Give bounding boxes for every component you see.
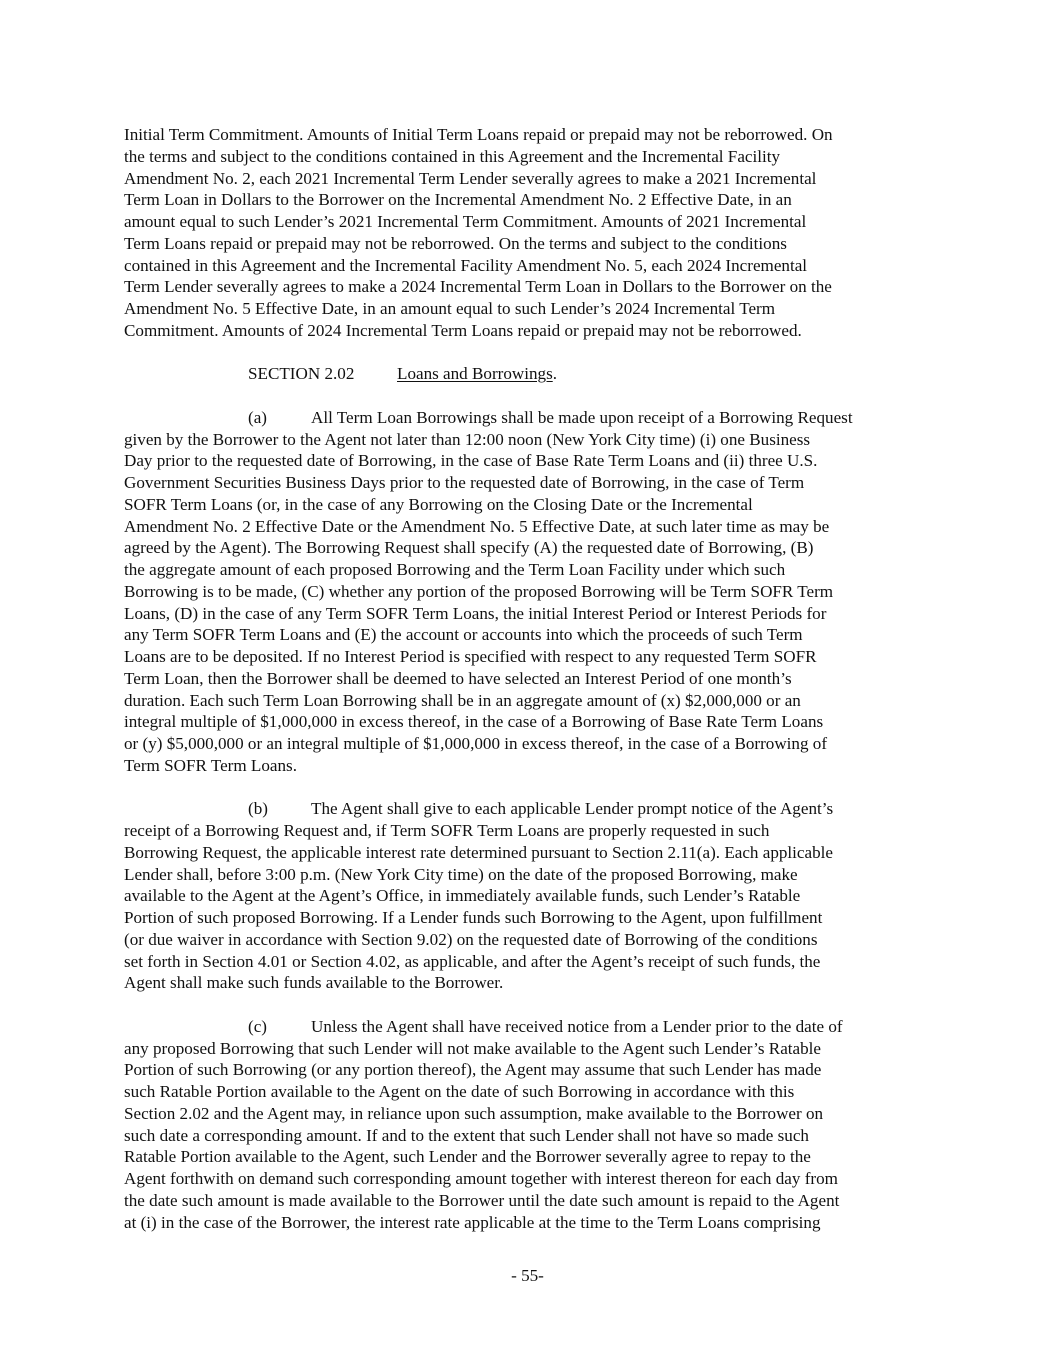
text-line: any proposed Borrowing that such Lender will not make available to the Agent such Lender’s Ratable	[124, 1038, 822, 1058]
text-line: Term Loan in Dollars to the Borrower on the Incremental Amendment No. 2 Effective Date, in an	[124, 190, 792, 210]
section-number: SECTION 2.02	[248, 364, 355, 384]
section-heading	[124, 363, 924, 385]
text-line: Term Lender severally agrees to make a 2024 Incremental Term Loan in Dollars to the Borrower on the	[124, 277, 832, 297]
paragraph-first-line: (c) Unless the Agent shall have received notice from a Lender prior to the date of	[248, 1016, 843, 1036]
paragraph-first-line: (b) The Agent shall give to each applicable Lender prompt notice of the Agent’s	[248, 799, 834, 819]
text-line: Day prior to the requested date of Borrowing, in the case of Base Rate Term Loans and (ii) three U.S.	[124, 451, 818, 471]
text-line: SOFR Term Loans (or, in the case of any Borrowing on the Closing Date or the Incremental	[124, 494, 753, 514]
text-line: Term Loan, then the Borrower shall be deemed to have selected an Interest Period of one month’s	[124, 668, 792, 688]
paragraph-label: (a)	[248, 407, 267, 427]
section-title-period: .	[552, 364, 558, 384]
text-line: Government Securities Business Days prior to the requested date of Borrowing, in the case of Term	[124, 473, 805, 492]
paragraph-gap	[124, 385, 924, 407]
text-line: integral multiple of $1,000,000 in excess thereof, in the case of a Borrowing of Base Rate Term Loans	[124, 712, 824, 732]
text-line: available to the Agent at the Agent’s Office, in immediately available funds, such Lender’s Ratable	[124, 886, 801, 906]
paragraph-b	[124, 798, 924, 994]
text-line: amount equal to such Lender’s 2021 Incremental Term Commitment. Amounts of 2021 Incremental	[124, 212, 807, 231]
text-line: Amendment No. 5 Effective Date, in an amount equal to such Lender’s 2024 Incremental Term	[124, 299, 776, 318]
text-line: Section 2.02 and the Agent may, in reliance upon such assumption, make available to the Borrower on	[124, 1103, 824, 1123]
intro-paragraph	[124, 124, 924, 342]
paragraph-gap	[124, 994, 924, 1016]
document-page	[124, 124, 924, 1233]
text-line: such Ratable Portion available to the Agent on the date of such Borrowing in accordance with this	[124, 1082, 795, 1101]
text-line: Portion of such proposed Borrowing. If a Lender funds such Borrowing to the Agent, upon fulfillment	[124, 908, 823, 927]
text-line: Agent forthwith on demand such corresponding amount together with interest thereon for each day from	[124, 1169, 838, 1188]
text-line: any Term SOFR Term Loans and (E) the account or accounts into which the proceeds of such Term	[124, 625, 803, 645]
paragraph-label: (b)	[248, 799, 268, 819]
text-line: Initial Term Commitment. Amounts of Initial Term Loans repaid or prepaid may not be reborrowed. On	[124, 125, 833, 144]
text-line: given by the Borrower to the Agent not later than 12:00 noon (New York City time) (i) one Business	[124, 429, 811, 449]
paragraph-a	[124, 407, 924, 777]
text-line: Ratable Portion available to the Agent, such Lender and the Borrower severally agree to repay to the	[124, 1147, 811, 1167]
text-line: the terms and subject to the conditions contained in this Agreement and the Incremental Facility	[124, 146, 781, 166]
text-line: Amendment No. 2 Effective Date or the Amendment No. 5 Effective Date, at such later time as may be	[124, 516, 830, 536]
text-line: (or due waiver in accordance with Section 9.02) on the requested date of Borrowing of the conditions	[124, 929, 818, 949]
text-line: Term Loans repaid or prepaid may not be reborrowed. On the terms and subject to the conditions	[124, 233, 787, 253]
text-line: receipt of a Borrowing Request and, if Term SOFR Term Loans are properly requested in such	[124, 821, 770, 840]
text-line: Portion of such Borrowing (or any portion thereof), the Agent may assume that such Lender has made	[124, 1060, 822, 1080]
paragraph-c	[124, 1016, 924, 1234]
text-line: at (i) in the case of the Borrower, the interest rate applicable at the time to the Term Loans comprising	[124, 1212, 821, 1232]
text-line: contained in this Agreement and the Incremental Facility Amendment No. 5, each 2024 Incremental	[124, 255, 808, 275]
text-line: Loans are to be deposited. If no Interest Period is specified with respect to any requested Term SOFR	[124, 647, 817, 666]
text-line: or (y) $5,000,000 or an integral multiple of $1,000,000 in excess thereof, in the case of a Borrowing of	[124, 734, 828, 753]
text-line: agreed by the Agent). The Borrowing Request shall specify (A) the requested date of Borrowing, (B)	[124, 538, 814, 558]
text-line: Borrowing Request, the applicable interest rate determined pursuant to Section 2.11(a). Each applicable	[124, 842, 833, 862]
paragraph-label: (c)	[248, 1016, 267, 1036]
text-line: Commitment. Amounts of 2024 Incremental Term Loans repaid or prepaid may not be reborrowed.	[124, 320, 802, 340]
text-line: Borrowing is to be made, (C) whether any portion of the proposed Borrowing will be Term SOFR Term	[124, 581, 834, 601]
text-line: Term SOFR Term Loans.	[124, 755, 297, 775]
text-line: Loans, (D) in the case of any Term SOFR Term Loans, the initial Interest Period or Interest Periods for	[124, 603, 827, 623]
text-line: Amendment No. 2, each 2021 Incremental Term Lender severally agrees to make a 2021 Incremental	[124, 168, 817, 188]
paragraph-first-line: (a) All Term Loan Borrowings shall be made upon receipt of a Borrowing Request	[248, 407, 853, 427]
text-line: such date a corresponding amount. If and to the extent that such Lender shall not have so made such	[124, 1125, 809, 1145]
section-title: Loans and Borrowings	[397, 364, 553, 384]
text-line: Lender shall, before 3:00 p.m. (New York City time) on the date of the proposed Borrowing, make	[124, 864, 798, 884]
text-line: duration. Each such Term Loan Borrowing shall be in an aggregate amount of (x) $2,000,000 or an	[124, 690, 801, 710]
text-line: Agent shall make such funds available to the Borrower.	[124, 973, 504, 993]
text-line: the aggregate amount of each proposed Borrowing and the Term Loan Facility under which such	[124, 560, 786, 579]
text-line: set forth in Section 4.01 or Section 4.02, as applicable, and after the Agent’s receipt of such funds, the	[124, 951, 821, 971]
text-line: the date such amount is made available to the Borrower until the date such amount is repaid to the Agent	[124, 1190, 840, 1210]
paragraph-gap	[124, 777, 924, 799]
paragraph-gap	[124, 342, 924, 364]
page-number: - 55-	[511, 1266, 544, 1285]
